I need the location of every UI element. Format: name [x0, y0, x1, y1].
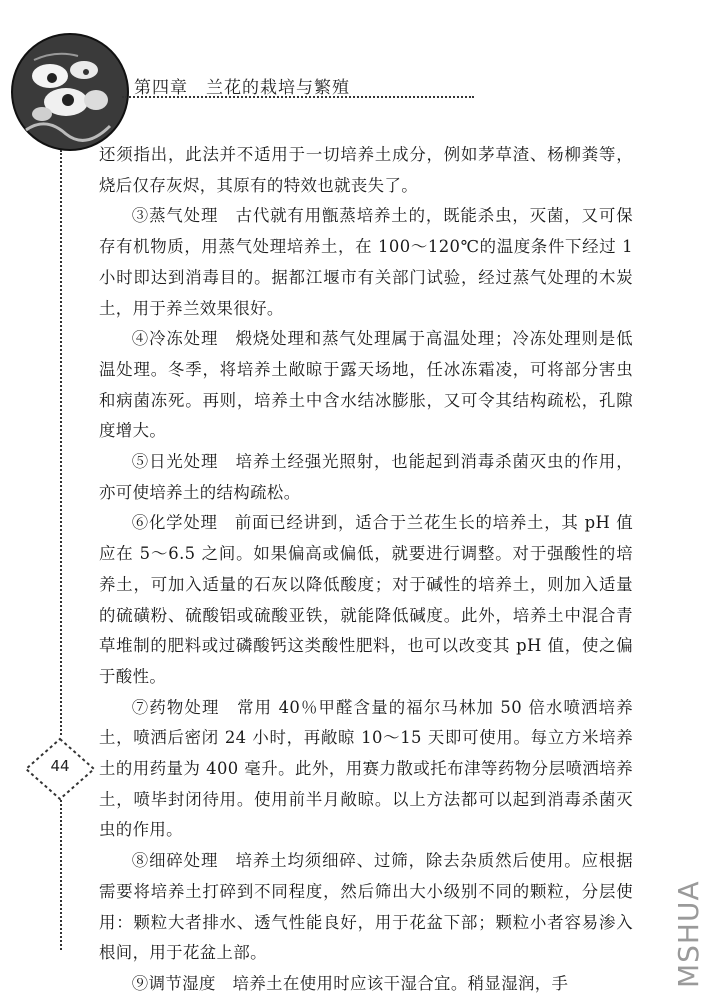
- page-number: 44: [50, 757, 70, 775]
- watermark: [666, 880, 706, 990]
- chapter-title: 第四章 兰花的栽培与繁殖: [134, 78, 350, 98]
- watermark-text: MSHUA: [672, 880, 705, 988]
- paragraph-chemical-treatment: ⑥化学处理 前面已经讲到，适合于兰花生长的培养土，其 pH 值应在 5～6.5 之间。如果偏高或偏低，就要进行调整。对于强酸性的培养土，可加入适量的石灰以降低酸度；对于碱性的培养土，则加入适量的硫磺粉、硫酸铝或硫酸亚铁，就能降低碱度。此外，培养土中混合青草堆制的肥料或过磷酸钙这类酸性肥料，也可以改变其 pH 值，使之偏于酸性。: [99, 513, 633, 686]
- paragraph-sun-treatment: ⑤日光处理 培养土经强光照射，也能起到消毒杀菌灭虫的作用，亦可使培养土的结构疏松。: [99, 452, 633, 502]
- paragraph-steam-treatment: ③蒸气处理 古代就有用甑蒸培养土的，既能杀虫，灭菌，又可保存有机物质，用蒸气处理培养土，在 100～120℃的温度条件下经过 1 小时即达到消毒目的。据都江堰市有关部门试验，经过蒸气处理的木炭土，用于养兰效果很好。: [99, 206, 633, 318]
- margin-chain-decoration: [60, 150, 62, 735]
- header-divider: [122, 96, 474, 98]
- paragraph-freeze-treatment: ④冷冻处理 煅烧处理和蒸气处理属于高温处理；冷冻处理则是低温处理。冬季，将培养土敞晾于露天场地，任冰冻霜凌，可将部分害虫和病菌冻死。再则，培养土中含水结冰膨胀，又可令其结构疏松，孔隙度增大。: [99, 329, 633, 441]
- margin-chain-decoration-lower: [60, 800, 62, 950]
- flower-emblem-icon: [6, 30, 134, 158]
- paragraph-humidity-adjustment: ⑨调节湿度 培养土在使用时应该干湿合宜。稍显湿润，手: [131, 973, 569, 993]
- paragraph-crushing-treatment: ⑧细碎处理 培养土均须细碎、过筛，除去杂质然后使用。应根据需要将培养土打碎到不同程度，然后筛出大小级别不同的颗粒，分层使用：颗粒大者排水、透气性能良好，用于花盆下部；颗粒小者容易渗入根间，用于花盆上部。: [99, 851, 633, 963]
- paragraph-pesticide-treatment: ⑦药物处理 常用 40％甲醛含量的福尔马林加 50 倍水喷洒培养土，喷洒后密闭 24 小时，再敞晾 10～15 天即可使用。每立方米培养土的用药量为 400 毫升。此外，用赛力散或托布津等药物分层喷洒培养土，喷毕封闭待用。使用前半月敞晾。以上方法都可以起到消毒杀菌灭虫的作用。: [99, 697, 633, 840]
- paragraph-continuation: 还须指出，此法并不适用于一切培养土成分，例如茅草渣、杨柳粪等，烧后仅存灰烬，其原有的特效也就丧失了。: [99, 145, 633, 195]
- body-text: [99, 140, 633, 1000]
